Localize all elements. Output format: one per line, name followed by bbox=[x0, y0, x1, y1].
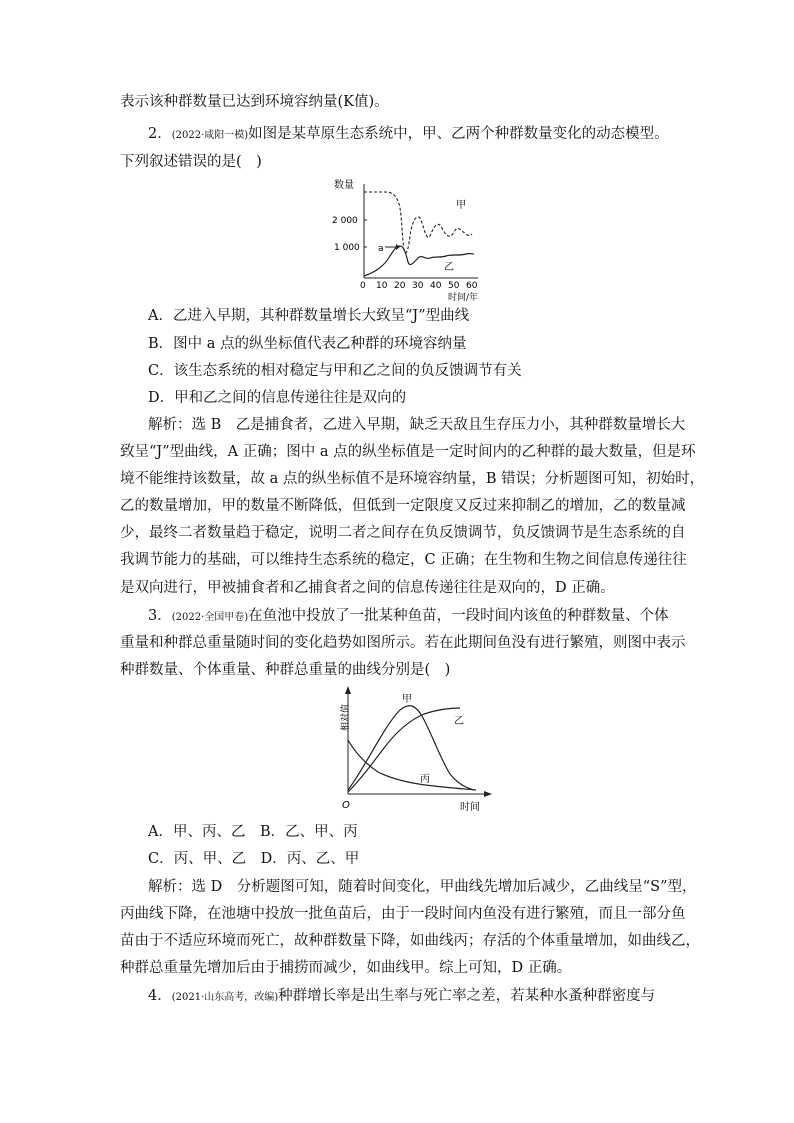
q3-source: (2022·全国甲卷) bbox=[171, 612, 249, 623]
q3-stem-line1 bbox=[148, 606, 680, 628]
q2-xtick-60: 60 bbox=[466, 281, 478, 291]
q3-analysis-line: 种群总重量先增加后由于捕捞而减少，如曲线甲。综上可知，D 正确。 bbox=[120, 960, 572, 976]
q3-origin: O bbox=[342, 800, 350, 811]
q3-options-line1: A．甲、丙、乙 B．乙、甲、丙 bbox=[148, 824, 358, 840]
q4-stem-line1 bbox=[148, 986, 680, 1008]
q3-trend-figure bbox=[326, 686, 494, 814]
q2-stem-line1 bbox=[148, 124, 680, 146]
q3-analysis-line: 丙曲线下降，在池塘中投放一批鱼苗后，由于一段时间内鱼没有进行繁殖，而且一部分鱼 bbox=[120, 906, 686, 922]
q2-population-figure bbox=[320, 174, 500, 302]
q3-number: 3． bbox=[148, 608, 172, 624]
q3-analysis-line: 解析：选 D 分析题图可知，随着时间变化，甲曲线先增加后减少，乙曲线呈“S”型， bbox=[148, 879, 697, 895]
q2-label-yi: 乙 bbox=[444, 262, 454, 273]
q2-analysis-line: 解析：选 B 乙是捕食者，乙进入早期，缺乏天敌且生存压力小，其种群数量增长大 bbox=[148, 417, 686, 433]
q2-source: (2022·咸阳一模) bbox=[171, 130, 249, 141]
q3-analysis-line: 苗由于不适应环境而死亡，故种群数量下降，如曲线丙；存活的个体重量增加，如曲线乙， bbox=[120, 933, 700, 949]
q2-analysis-line: 致呈“J”型曲线，A 正确；图中 a 点的纵坐标值是一定时间内的乙种群的最大数量，但是环 bbox=[120, 444, 696, 460]
q4-source: (2021·山东高考，改编) bbox=[171, 992, 279, 1003]
q2-analysis-line: 境不能维持该数量，故 a 点的纵坐标值不是环境容纳量，B 错误；分析题图可知，初始时， bbox=[120, 471, 705, 487]
q3-label-bing: 丙 bbox=[420, 774, 430, 785]
q2-xtick-50: 50 bbox=[448, 281, 460, 291]
q2-option-d: D．甲和乙之间的信息传递往往是双向的 bbox=[148, 390, 407, 406]
q2-ytick-1000: 1 000 bbox=[334, 243, 360, 253]
q2-analysis-line: 是双向进行，甲被捕食者和乙捕食者之间的信息传递往往是双向的，D 正确。 bbox=[120, 580, 615, 596]
q3-xlabel: 时间 bbox=[460, 802, 480, 813]
q2-analysis-line: 乙的数量增加，甲的数量不断降低，但低到一定限度又反过来抑制乙的增加，乙的数量减 bbox=[120, 498, 686, 514]
q2-analysis-line: 少，最终二者数量趋于稳定，说明二者之间存在负反馈调节，负反馈调节是生态系统的自 bbox=[120, 525, 686, 541]
q2-xtick-40: 40 bbox=[430, 281, 442, 291]
q3-ylabel: 相对值 bbox=[341, 703, 351, 731]
q4-stem-text: 种群增长率是出生率与死亡率之差，若某种水蚤种群密度与 bbox=[278, 988, 656, 1004]
q3-stem-line3: 种群数量、个体重量、种群总重量的曲线分别是( ) bbox=[120, 662, 451, 678]
q2-option-b: B．图中 a 点的纵坐标值代表乙种群的环境容纳量 bbox=[148, 336, 467, 352]
q2-number: 2． bbox=[148, 126, 172, 142]
q2-option-c: C．该生态系统的相对稳定与甲和乙之间的负反馈调节有关 bbox=[148, 363, 522, 379]
q2-ylabel: 数量 bbox=[334, 180, 354, 191]
q2-analysis-line: 我调节能力的基础，可以维持生态系统的稳定，C 正确；在生物和生物之间信息传递往往 bbox=[120, 552, 687, 568]
q3-stem-text: 在鱼池中投放了一批某种鱼苗，一段时间内该鱼的种群数量、个体 bbox=[248, 608, 669, 624]
q3-stem-line2: 重量和种群总重量随时间的变化趋势如图所示。若在此期间鱼没有进行繁殖，则图中表示 bbox=[120, 635, 686, 651]
q3-label-yi: 乙 bbox=[454, 716, 464, 727]
q4-number: 4． bbox=[148, 988, 172, 1004]
q2-xtick-10: 10 bbox=[376, 281, 388, 291]
top-text-line: 表示该种群数量已达到环境容纳量(K值)。 bbox=[120, 94, 389, 110]
q2-option-a: A．乙进入早期，其种群数量增长大致呈“J”型曲线 bbox=[148, 308, 470, 324]
q3-curve-bing bbox=[348, 740, 476, 790]
q2-xtick-0: 0 bbox=[360, 281, 366, 291]
q2-label-a: a bbox=[378, 244, 384, 254]
q2-xtick-30: 30 bbox=[412, 281, 424, 291]
q2-label-jia: 甲 bbox=[456, 200, 466, 211]
q2-xlabel: 时间/年 bbox=[448, 293, 479, 302]
q3-curve-yi bbox=[348, 708, 460, 792]
q2-stem-line2: 下列叙述错误的是( ) bbox=[120, 154, 262, 170]
q2-xtick-20: 20 bbox=[394, 281, 406, 291]
q3-options-line2: C．丙、甲、乙 D．丙、乙、甲 bbox=[148, 851, 360, 867]
q2-stem-text: 如图是某草原生态系统中，甲、乙两个种群数量变化的动态模型。 bbox=[248, 126, 669, 142]
q3-label-jia: 甲 bbox=[402, 694, 412, 705]
q2-ytick-2000: 2 000 bbox=[332, 216, 358, 226]
